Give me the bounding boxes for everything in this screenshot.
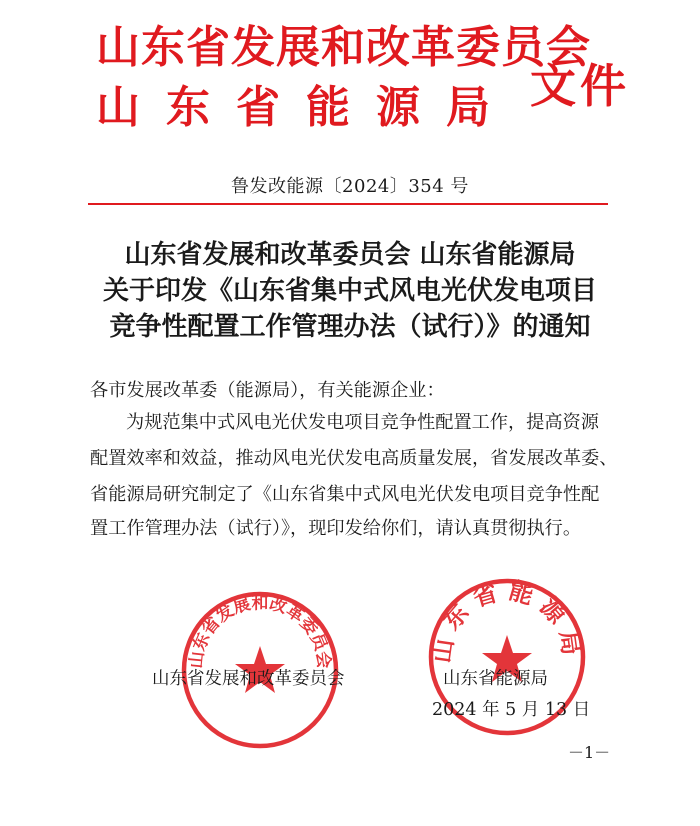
addressee: 各市发展改革委（能源局），有关能源企业：	[90, 380, 445, 401]
seal-2-text: 山东省能源局	[426, 575, 588, 665]
paragraph-line: 省能源局研究制定了《山东省集中式风电光伏发电项目竞争性配	[90, 484, 600, 505]
doc-type-label: 文件	[530, 59, 630, 113]
signing-date: 2024 年 5 月 13 日	[432, 700, 591, 720]
page-number: －1－	[568, 743, 611, 762]
signer-ndrc: 山东省发展和改革委员会	[152, 669, 345, 689]
signer-energy-bureau: 山东省能源局	[443, 669, 548, 689]
title-line-3: 竞争性配置工作管理办法（试行）》的通知	[109, 312, 591, 342]
seal-1-text: 山东省发展和改革委员会	[186, 593, 334, 670]
title-line-1: 山东省发展和改革委员会 山东省能源局	[124, 240, 576, 270]
paragraph-line: 为规范集中式风电光伏发电项目竞争性配置工作，提高资源	[126, 412, 599, 433]
issuer-name-ndrc: 山东省发展和改革委员会	[96, 22, 591, 73]
document-number: 鲁发改能源〔2024〕354 号	[231, 176, 469, 197]
issuer-name-energy-bureau: 山东省能源局	[96, 82, 516, 133]
header-divider	[88, 203, 608, 205]
paragraph-line: 置工作管理办法（试行）》，现印发给你们，请认真贯彻执行。	[90, 518, 582, 539]
paragraph-line: 配置效率和效益，推动风电光伏发电高质量发展，省发展改革委、	[90, 448, 618, 469]
title-line-2: 关于印发《山东省集中式风电光伏发电项目	[102, 276, 597, 306]
